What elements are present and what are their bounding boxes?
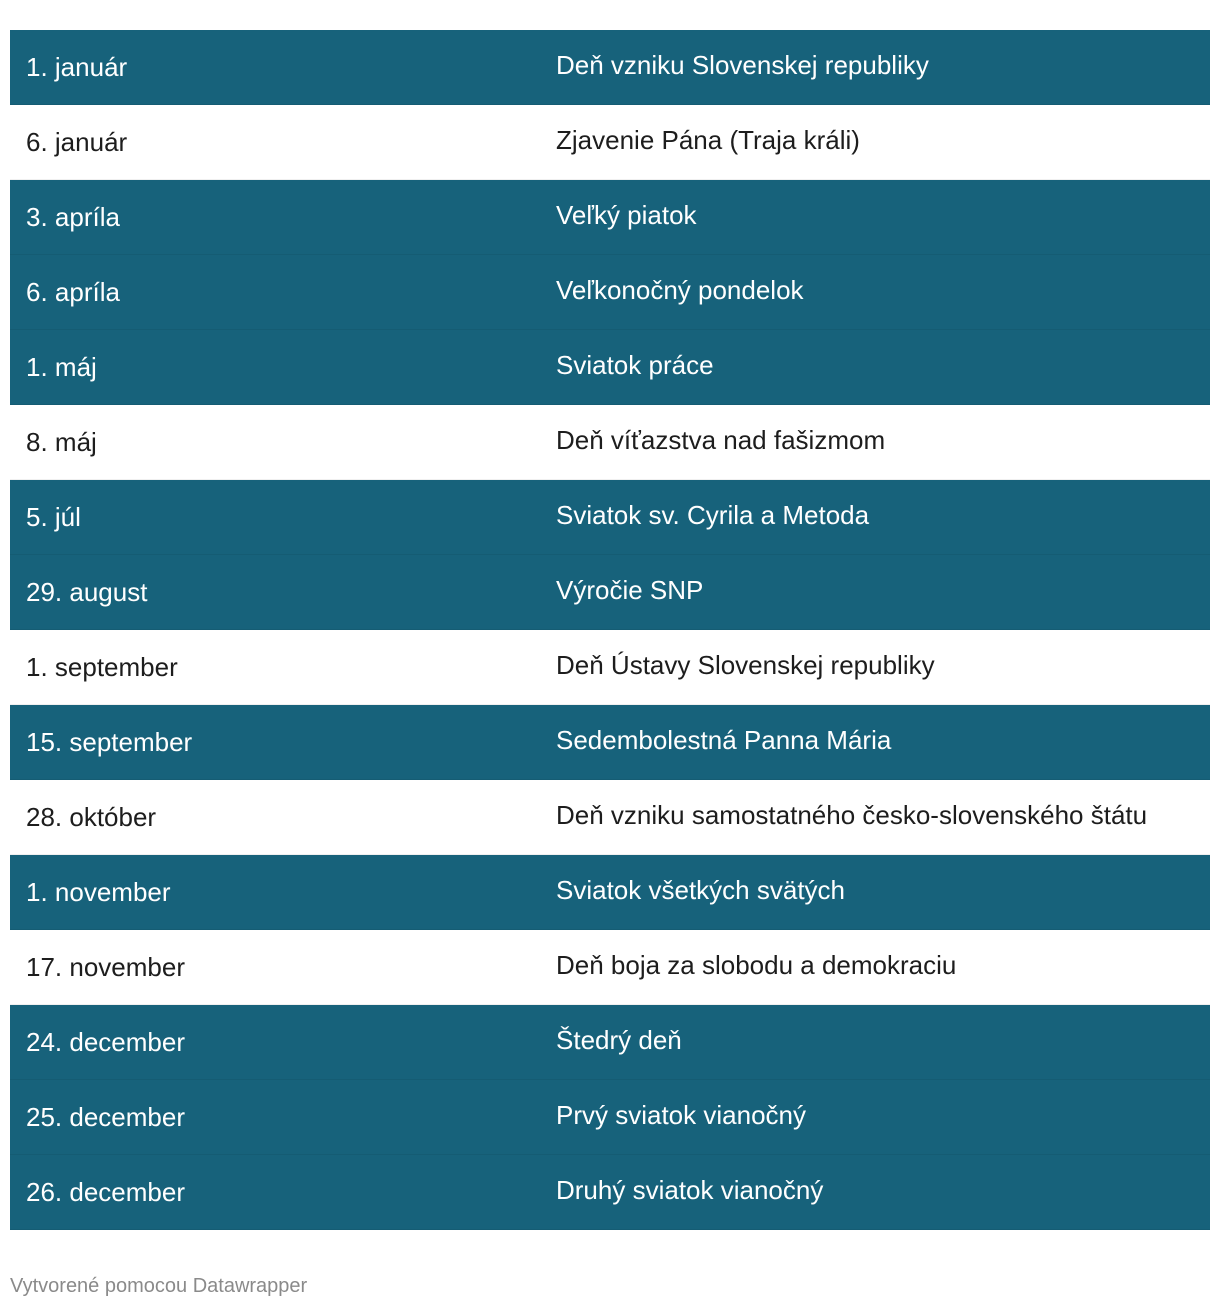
table-row xyxy=(10,555,1210,630)
holiday-name-cell: Sviatok sv. Cyrila a Metoda xyxy=(556,500,870,530)
table-row xyxy=(10,1080,1210,1155)
date-cell: 24. december xyxy=(26,1027,185,1057)
holiday-name-cell: Sviatok práce xyxy=(556,350,714,380)
holiday-name-cell: Sviatok všetkých svätých xyxy=(556,875,845,905)
date-cell: 29. august xyxy=(26,577,148,607)
holiday-name-cell: Deň Ústavy Slovenskej republiky xyxy=(556,650,935,680)
table-row xyxy=(10,30,1210,105)
date-cell: 1. máj xyxy=(26,352,97,382)
table-row xyxy=(10,930,1210,1005)
holiday-name-cell: Zjavenie Pána (Traja králi) xyxy=(556,125,860,155)
table-row xyxy=(10,780,1210,855)
holiday-name-cell: Štedrý deň xyxy=(556,1025,682,1055)
holiday-name-cell: Deň vzniku Slovenskej republiky xyxy=(556,50,929,80)
holiday-name-cell: Výročie SNP xyxy=(556,575,704,605)
holiday-name-cell: Veľkonočný pondelok xyxy=(556,275,804,305)
holiday-name-cell: Deň boja za slobodu a demokraciu xyxy=(556,950,957,980)
date-cell: 1. január xyxy=(26,52,128,82)
table-row xyxy=(10,855,1210,930)
table-row xyxy=(10,105,1210,180)
footer-credit: Vytvorené pomocou Datawrapper xyxy=(10,1275,308,1297)
holiday-name-cell: Prvý sviatok vianočný xyxy=(556,1100,806,1130)
holiday-name-cell: Deň víťazstva nad fašizmom xyxy=(556,425,886,455)
holiday-name-cell: Sedembolestná Panna Mária xyxy=(556,725,892,755)
table-row xyxy=(10,180,1210,255)
date-cell: 1. september xyxy=(26,652,178,682)
date-cell: 5. júl xyxy=(26,502,81,532)
table-row xyxy=(10,480,1210,555)
table-row xyxy=(10,255,1210,330)
table-row xyxy=(10,630,1210,705)
date-cell: 26. december xyxy=(26,1177,185,1207)
holiday-name-cell: Veľký piatok xyxy=(556,200,697,230)
date-cell: 3. apríla xyxy=(26,202,120,232)
date-cell: 6. apríla xyxy=(26,277,120,307)
date-cell: 8. máj xyxy=(26,427,97,457)
holiday-name-cell: Druhý sviatok vianočný xyxy=(556,1175,824,1205)
date-cell: 17. november xyxy=(26,952,185,982)
table-row xyxy=(10,1005,1210,1080)
date-cell: 25. december xyxy=(26,1102,185,1132)
date-cell: 1. november xyxy=(26,877,171,907)
table-row xyxy=(10,705,1210,780)
table-row xyxy=(10,330,1210,405)
table-row xyxy=(10,1155,1210,1230)
date-cell: 6. január xyxy=(26,127,128,157)
date-cell: 28. október xyxy=(26,802,157,832)
holiday-name-cell: Deň vzniku samostatného česko-slovenského štátu xyxy=(556,800,1148,830)
date-cell: 15. september xyxy=(26,727,193,757)
holiday-table xyxy=(10,30,1210,1230)
table-row xyxy=(10,405,1210,480)
